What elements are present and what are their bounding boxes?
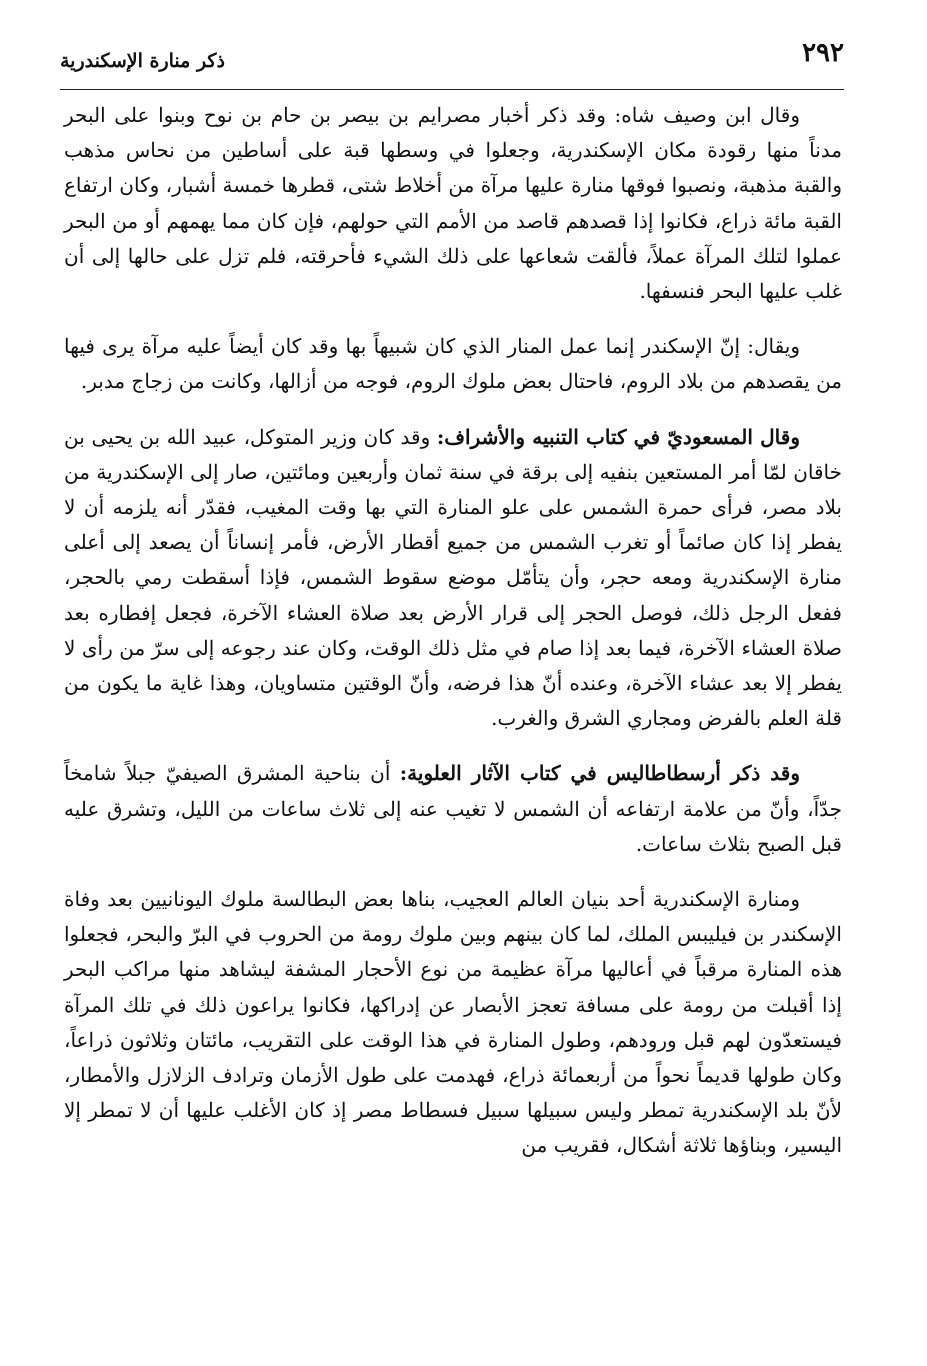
paragraph [64, 756, 842, 862]
paragraph [64, 98, 842, 309]
header-divider [60, 89, 844, 90]
page-header [60, 38, 844, 90]
paragraph-text: وقد كان وزير المتوكل، عبيد الله بن يحيى بن خاقان لمّا أمر المستعين بنفيه إلى برقة في سنة ثمان وأربعين ومائتين، صار إلى الإسكندرية من بلاد مصر، فرأى حمرة الشمس على علو المنارة التي بها وقت المغيب، فقدّر أنه يلزمه أن لا يفطر إذا كان صائماً أو تغرب الشمس من جميع أقطار الأرض، فأمر إنساناً أن يصعد إلى أعلى منارة الإسكندرية ومعه حجر، وأن يتأمّل موضع سقوط الشمس، فإذا أسقطت رمي بالحجر، ففعل الرجل ذلك، فوصل الحجر إلى قرار الأرض بعد صلاة العشاء الآخرة، فجعل إفطاره بعد صلاة العشاء الآخرة، فيما بعد إذا صام في مثل ذلك الوقت، وكان عند رجوعه إلى سرّ من رأى لا يفطر إلا بعد عشاء الآخرة، وعنده أنّ هذا فرضه، وأنّ الوقتين متساويان، وهذا غاية ما يكون من قلة العلم بالفرض ومجاري الشرق والغرب. [64, 424, 842, 731]
page-number: ٢٩٢ [802, 38, 844, 68]
paragraph-text: ويقال: إنّ الإسكندر إنما عمل المنار الذي كان شبيهاً بها وقد كان أيضاً عليه مرآة يرى فيها من يقصدهم من بلاد الروم، فاحتال بعض ملوك الروم، فوجه من أزالها، وكانت من زجاج مدبر. [64, 334, 842, 394]
paragraph [64, 420, 842, 737]
page-body [64, 98, 842, 1184]
running-title: ذكر منارة الإسكندرية [60, 50, 225, 72]
paragraph-text: ومنارة الإسكندرية أحد بنيان العالم العجيب، بناها بعض البطالسة ملوك اليونانيين بعد وفاة الإسكندر بن فيليبس الملك، لما كان بينهم وبين ملوك رومة من الحروب في البرّ والبحر، فجعلوا هذه المنارة مرقباً في أعاليها مرآة عظيمة من نوع الأحجار المشفة ليشاهد منها مراكب البحر إذا أقبلت من رومة على مسافة تعجز الأبصار عن إدراكها، فكانوا يراعون ذلك في تلك المرآة فيستعدّون لهم قبل ورودهم، وطول المنارة في هذا الوقت على التقريب، مائتان وثلاثون ذراعاً، وكان طولها قديماً نحواً من أربعمائة ذراع، فهدمت على طول الأزمان وترادف الزلازل والأمطار، لأنّ بلد الإسكندرية تمطر وليس سبيلها سبيل فسطاط مصر إذ كان الأغلب عليها أن لا تمطر إلا اليسير، وبناؤها ثلاثة أشكال، فقريب من [64, 887, 842, 1158]
paragraph-text: وقال ابن وصيف شاه: وقد ذكر أخبار مصرايم بن بيصر بن حام بن نوح وبنوا على البحر مدناً منها رقودة مكان الإسكندرية، وجعلوا في وسطها قبة على أساطين من نحاس مذهب والقبة مذهبة، ونصبوا فوقها منارة عليها مرآة من أخلاط شتى، قطرها خمسة أشبار، وكان ارتفاع القبة مائة ذراع، فكانوا إذا قصدهم قاصد من الأمم التي حولهم، فإن كان مما يهمهم أو من البحر عملوا لتلك المرآة عملاً، فألقت شعاعها على ذلك الشيء فأحرقته، فلم تزل على حالها إلى أن غلب عليها البحر فنسفها. [64, 103, 842, 304]
paragraph [64, 329, 842, 399]
book-citation: وقال المسعوديّ في كتاب التنبيه والأشراف: [436, 424, 800, 449]
book-citation: وقد ذكر أرسطاطاليس في كتاب الآثار العلوية: [399, 761, 801, 786]
paragraph-text: أن بناحية المشرق الصيفيّ جبلاً شامخاً جدّاً، وأنّ من علامة ارتفاعه أن الشمس لا تغيب عنه إلى ثلاث ساعات من الليل، وتشرق عليه قبل الصبح بثلاث ساعات. [64, 761, 842, 856]
paragraph [64, 882, 842, 1164]
